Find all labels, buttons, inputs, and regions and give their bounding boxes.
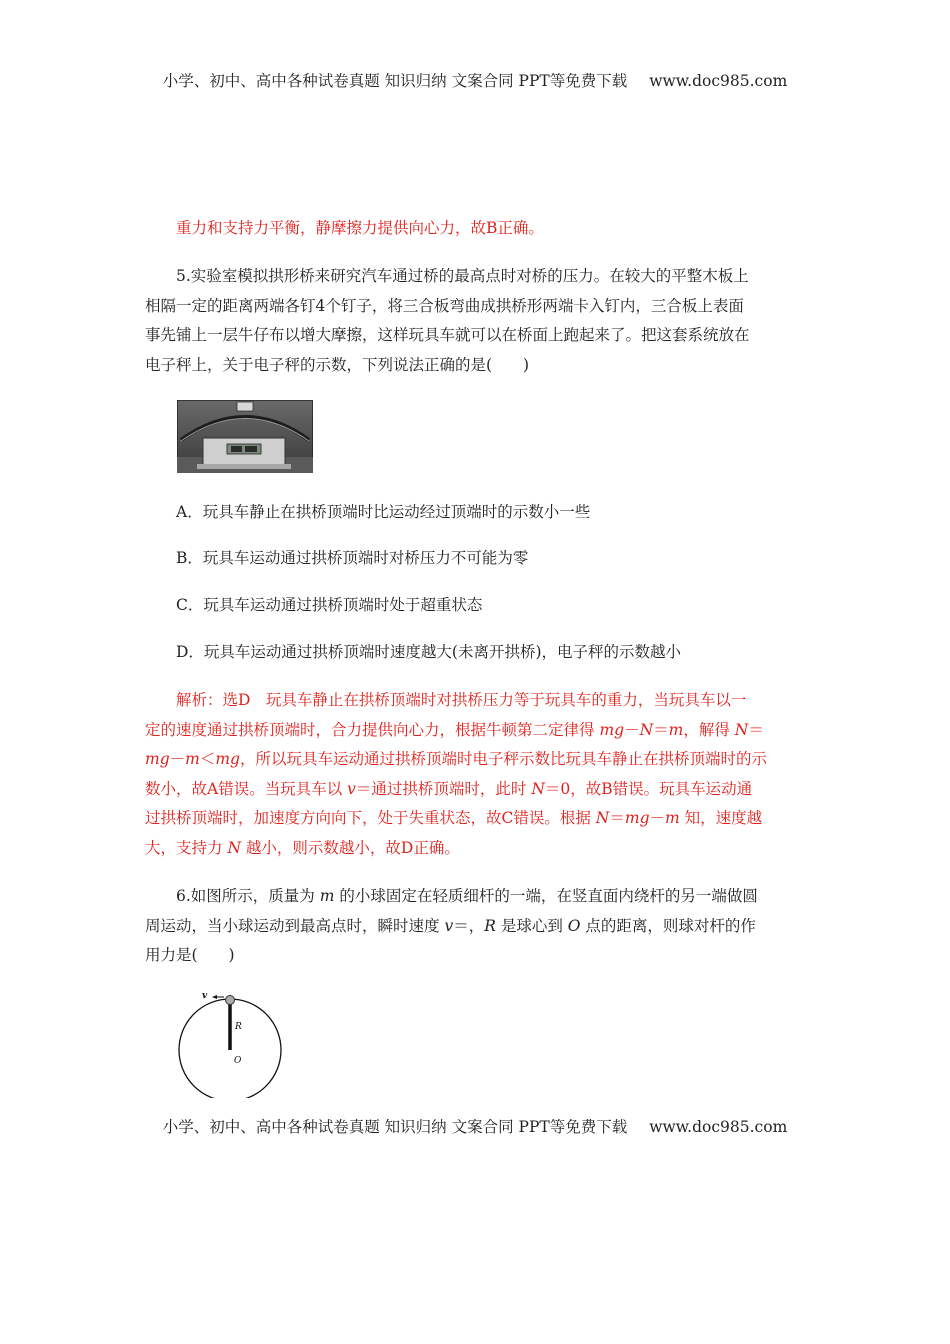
rod-circle-diagram xyxy=(172,988,290,1098)
option-d: D．玩具车运动通过拱桥顶端时速度越大(未离开拱桥)，电子秤的示数越小 xyxy=(176,643,682,661)
page-header xyxy=(0,69,950,91)
previous-answer-tail: 重力和支持力平衡，静摩擦力提供向心力，故B正确。 xyxy=(176,219,544,237)
header-text: 小学、初中、高中各种试卷真题 知识归纳 文案合同 PPT等免费下载 xyxy=(162,72,628,90)
ball xyxy=(226,996,235,1005)
question-5-stem: 5.实验室模拟拱形桥来研究汽车通过桥的最高点时对桥的压力。在较大的平整木板上 相隔一定的距离两端各钉4个钉子，将三合板弯曲成拱桥形两端卡入钉内，三合板上表面 事先铺上一层牛仔布以增大摩擦，这样玩具车就可以在桥面上跑起来了。把这套系统放在 电子秤上，关于电子秤的示数，下列说法正确的是( ) xyxy=(145,267,750,374)
header-url[interactable]: www.doc985.com xyxy=(649,72,788,90)
footer-text: 小学、初中、高中各种试卷真题 知识归纳 文案合同 PPT等免费下载 xyxy=(162,1118,628,1136)
label-o: O xyxy=(234,1056,242,1066)
label-v: v xyxy=(202,991,208,1001)
option-c: C．玩具车运动通过拱桥顶端时处于超重状态 xyxy=(176,596,483,614)
label-r: R xyxy=(235,1022,242,1032)
option-a: A．玩具车静止在拱桥顶端时比运动经过顶端时的示数小一些 xyxy=(176,503,591,521)
arch-bridge-scale-photo xyxy=(177,400,313,473)
footer-url[interactable]: www.doc985.com xyxy=(649,1118,788,1136)
question-5-analysis: 解析：选D 玩具车静止在拱桥顶端时对拱桥压力等于玩具车的重力，当玩具车以一 定的速度通过拱桥顶端时，合力提供向心力，根据牛顿第二定律得 mg－N＝m，解得 N＝ mg－m＜mg，所以玩具车运动通过拱桥顶端时电子秤示数比玩具车静止在拱桥顶端时的示 数小，故A错误。当玩具车以 v＝通过拱桥顶端时，此时 N＝0，故B错误。玩具车运动通 过拱桥顶端时，加速度方向向下，处于失重状态，故C错误。根据 N＝mg－m 知，速度越 大，支持力 N 越小，则示数越小，故D正确。 xyxy=(145,691,767,857)
question-6-stem: 6.如图所示，质量为 m 的小球固定在轻质细杆的一端，在竖直面内绕杆的另一端做圆 周运动，当小球运动到最高点时，瞬时速度 v＝，R 是球心到 O 点的距离，则球对杆的作 用力是( ) xyxy=(145,887,758,964)
page-footer xyxy=(0,1115,950,1137)
option-b: B．玩具车运动通过拱桥顶端时对桥压力不可能为零 xyxy=(176,549,529,567)
